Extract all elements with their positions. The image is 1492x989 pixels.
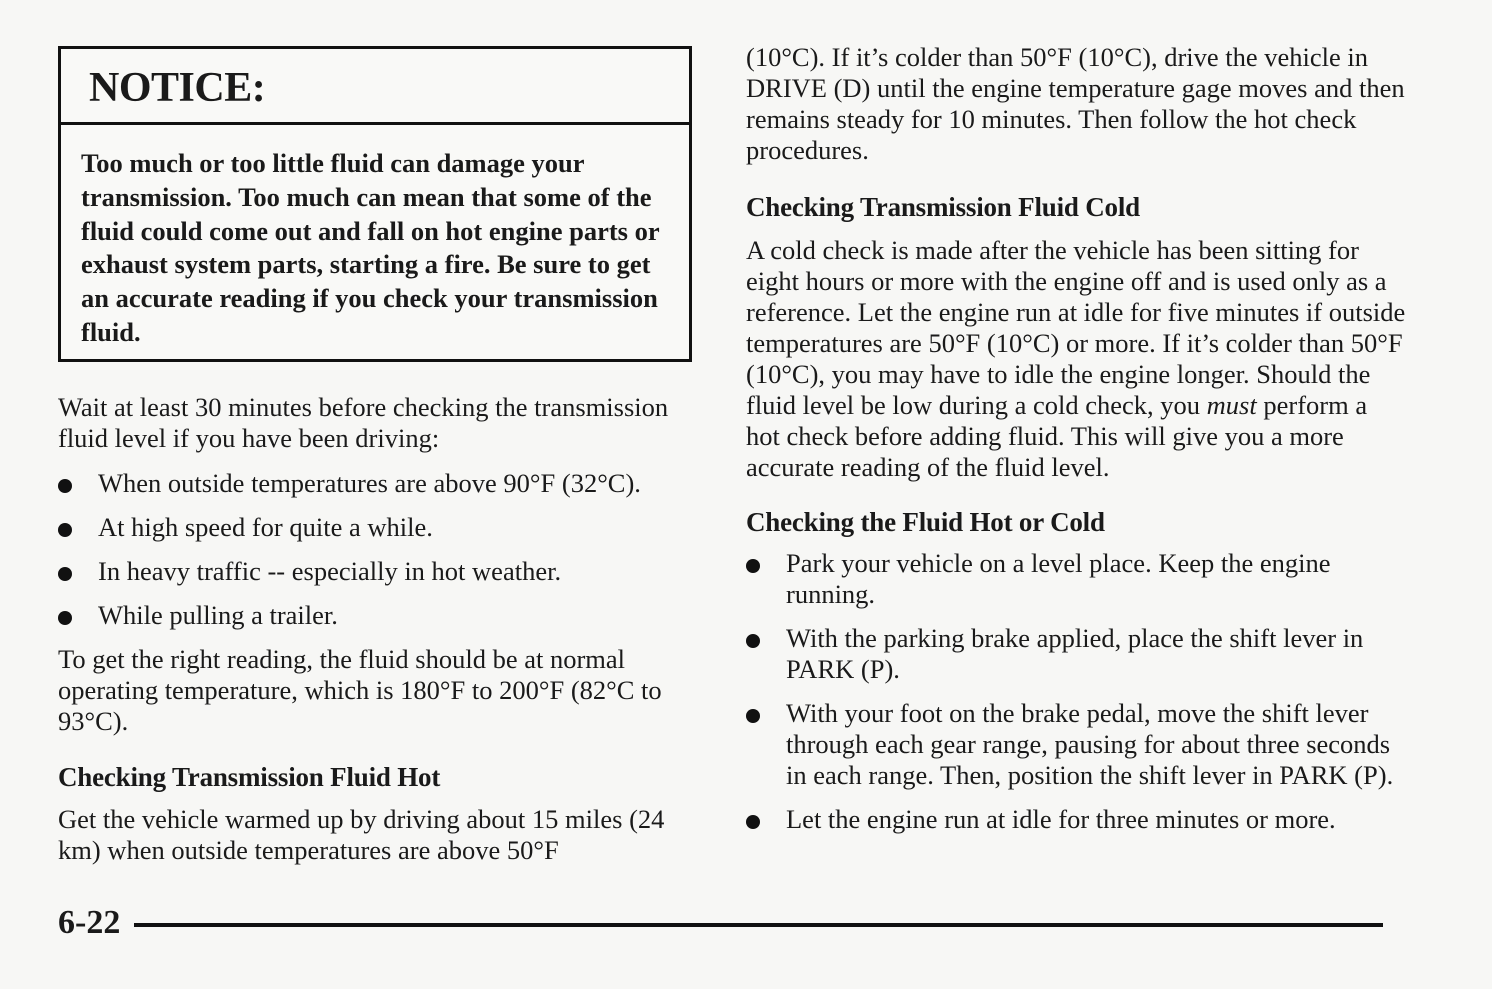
- list-item: [746, 698, 1406, 791]
- bullet-icon: [58, 611, 72, 625]
- list-item: [746, 548, 1406, 610]
- continued-paragraph: (10°C). If it’s colder than 50°F (10°C), drive the vehicle in DRIVE (D) until the engine temperature gage moves and then remains steady for 10 minutes. Then follow the hot check procedures.: [746, 42, 1405, 165]
- bullet-icon: [58, 523, 72, 537]
- left-column: [58, 46, 698, 866]
- heading-fluid-cold: Checking Transmission Fluid Cold: [746, 192, 1140, 222]
- heading-fluid-hot: Checking Transmission Fluid Hot: [58, 762, 441, 792]
- right-column: [746, 42, 1406, 835]
- list-item-text: While pulling a trailer.: [98, 600, 338, 630]
- notice-box: [58, 46, 692, 362]
- bullet-icon: [746, 815, 760, 829]
- wait-paragraph: Wait at least 30 minutes before checking the transmission fluid level if you have been driving:: [58, 392, 669, 453]
- notice-body: Too much or too little fluid can damage your transmission. Too much can mean that some of the fluid could come out and fall on hot engine parts or exhaust system parts, starting a fire. Be sure to get an accurate reading if you check your transmission fluid.: [81, 148, 660, 347]
- list-item-text: With your foot on the brake pedal, move the shift lever through each gear range, pausing for about three seconds in each range. Then, position the shift lever in PARK (P).: [786, 698, 1394, 790]
- list-item: [58, 512, 698, 543]
- bullet-icon: [746, 634, 760, 648]
- list-item-text: Park your vehicle on a level place. Keep the engine running.: [786, 548, 1331, 609]
- heading-fluid-hot-or-cold: Checking the Fluid Hot or Cold: [746, 507, 1105, 537]
- list-item: [746, 623, 1406, 685]
- page-number: 6-22: [58, 904, 121, 941]
- page-footer: [58, 903, 1383, 943]
- bullet-icon: [746, 559, 760, 573]
- fluid-hot-paragraph: Get the vehicle warmed up by driving about 15 miles (24 km) when outside temperatures are above 50°F: [58, 804, 665, 865]
- list-item-text: When outside temperatures are above 90°F (32°C).: [98, 468, 641, 498]
- list-item: [58, 600, 698, 631]
- list-item-text: At high speed for quite a while.: [98, 512, 433, 542]
- bullet-icon: [58, 567, 72, 581]
- cold-text-part1: A cold check is made after the vehicle has been sitting for eight hours or more with the engine off and is used only as a reference. Let the engine run at idle for five minutes if outside temperatures are 50°F (10°C) or more. If it’s colder than 50°F (10°C), you may have to idle the engine longer. Should the fluid level be low during a cold check, you: [746, 235, 1406, 420]
- list-item-text: In heavy traffic -- especially in hot weather.: [98, 556, 562, 586]
- footer-rule: [134, 923, 1383, 927]
- fluid-cold-paragraph: [746, 235, 1406, 483]
- emphasis-must: must: [1206, 390, 1257, 420]
- check-steps-list: [746, 548, 1406, 835]
- list-item: [58, 468, 698, 499]
- list-item: [746, 804, 1406, 835]
- notice-title: NOTICE:: [61, 49, 689, 125]
- bullet-icon: [58, 479, 72, 493]
- cold-text-part2: perform a hot check before adding fluid. This will give you a more accurate reading of the fluid level.: [746, 390, 1368, 482]
- list-item-text: Let the engine run at idle for three minutes or more.: [786, 804, 1336, 834]
- list-item: [58, 556, 698, 587]
- driving-conditions-list: [58, 468, 698, 631]
- operating-temperature-paragraph: To get the right reading, the fluid should be at normal operating temperature, which is 180°F to 200°F (82°C to 93°C).: [58, 644, 662, 736]
- bullet-icon: [746, 709, 760, 723]
- list-item-text: With the parking brake applied, place the shift lever in PARK (P).: [786, 623, 1364, 684]
